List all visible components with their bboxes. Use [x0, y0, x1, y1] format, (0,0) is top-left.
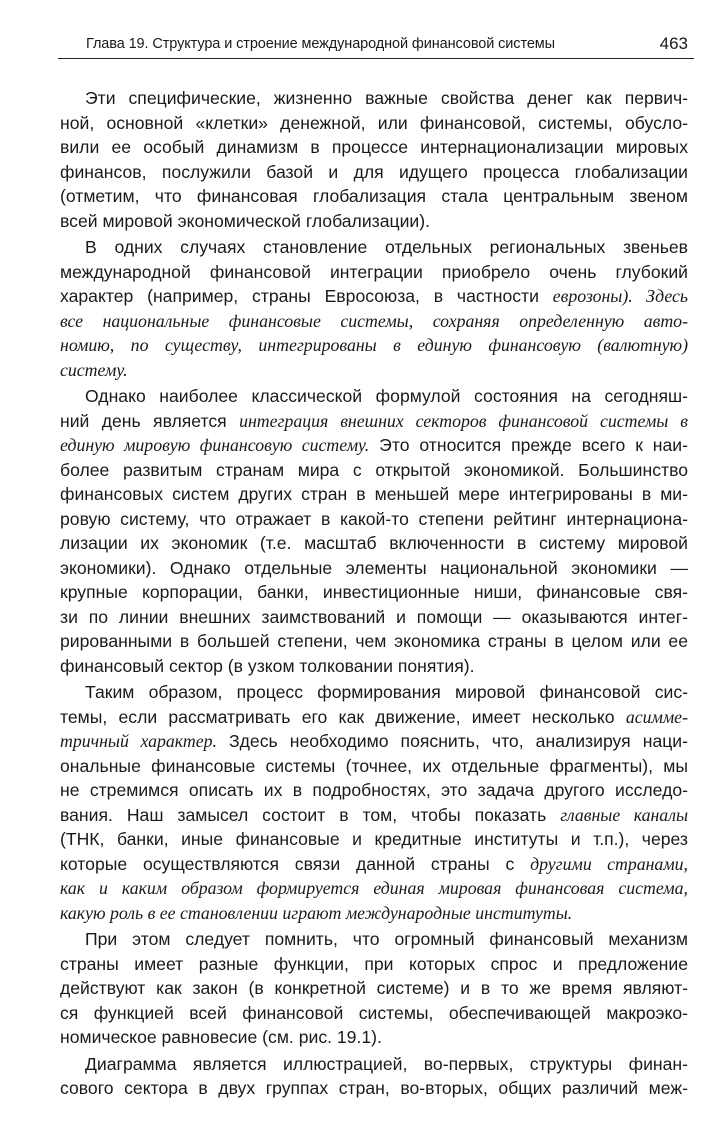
page-number: 463 — [659, 34, 688, 53]
text-line — [60, 729, 688, 754]
paragraph — [60, 86, 688, 233]
text-span: характер (например, страны Евросоюза, в частности — [60, 286, 553, 306]
italic-span: еврозоны). Здесь — [552, 286, 688, 306]
text-line — [60, 1076, 688, 1101]
text-span: При этом следует помнить, что огромный финансовый механизм — [85, 929, 688, 949]
text-span: ний день является — [60, 410, 240, 431]
text-span: Таким образом, процесс формирования мировой финансовой сис- — [85, 682, 688, 702]
text-span: вили ее особый динамизм в процессе интернационализации мировых — [60, 137, 688, 157]
text-line — [60, 409, 688, 434]
text-span: финансовых систем других стран в меньшей мере интегрированы в ми- — [60, 484, 688, 504]
italic-span: единую мировую финансовую систему. — [60, 435, 370, 455]
text-span: всей мировой экономической глобализации). — [60, 210, 430, 231]
text-span: (отметим, что финансовая глобализация стала центральным звеном — [60, 186, 688, 206]
text-span: финансов, послужили базой и для идущего процесса глобализации — [60, 161, 688, 182]
chapter-title: Глава 19. Структура и строение международной финансовой системы — [86, 36, 555, 52]
text-span: более развитым странам мира с открытой экономикой. Большинство — [60, 459, 688, 480]
italic-span: интеграция внешних секторов финансовой системы в — [239, 410, 688, 431]
text-line — [60, 1025, 688, 1050]
text-line — [60, 135, 688, 160]
italic-span: тричный характер. — [60, 731, 217, 751]
text-span: крупные корпорации, банки, инвестиционные ниши, финансовые свя- — [60, 582, 688, 602]
text-line — [60, 507, 688, 532]
body-text — [60, 86, 688, 1103]
text-line — [60, 160, 688, 185]
italic-span: какую роль в ее становлении играют международные институты. — [60, 902, 573, 923]
text-line — [60, 803, 688, 828]
text-line — [60, 358, 688, 383]
text-line — [60, 827, 688, 852]
text-line — [60, 952, 688, 977]
text-span: ональные финансовые системы (точнее, их отдельные фрагменты), мы — [60, 755, 688, 776]
text-line — [60, 654, 688, 679]
text-line — [60, 876, 688, 901]
text-line — [60, 482, 688, 507]
text-line — [60, 384, 688, 409]
text-span: Здесь необходимо пояснить, что, анализируя наци- — [216, 731, 688, 751]
text-line — [60, 1052, 688, 1077]
text-line — [60, 531, 688, 556]
text-span: (ТНК, банки, иные финансовые и кредитные институты и т.п.), через — [60, 829, 688, 849]
text-span: экономики). Однако отдельные элементы национальной экономики — — [60, 557, 688, 578]
text-span: ной, основной «клетки» денежной, или финансовой, системы, обусло- — [60, 112, 688, 133]
text-line — [60, 235, 688, 260]
text-span: ся функцией всей финансовой системы, обеспечивающей макроэко- — [60, 1002, 688, 1023]
text-line — [60, 605, 688, 630]
paragraph — [60, 1052, 688, 1101]
text-span: ровую систему, что отражает в какой-то степени рейтинг интернациона- — [60, 508, 688, 529]
text-line — [60, 184, 688, 209]
text-line — [60, 309, 688, 334]
text-line — [60, 852, 688, 877]
text-line — [60, 927, 688, 952]
text-span: лизации их экономик (т.е. масштаб включенности в систему мировой — [60, 533, 688, 553]
text-line — [60, 458, 688, 483]
text-span: номическое равновесие (см. рис. 19.1). — [60, 1027, 382, 1047]
text-line — [60, 86, 688, 111]
text-line — [60, 629, 688, 654]
text-span: темы, если рассматривать его как движение, имеет несколько — [60, 706, 626, 727]
running-header — [58, 30, 694, 59]
italic-span: систему. — [60, 359, 128, 380]
text-span: зи по линии внешних заимствований и помощи — оказываются интег- — [60, 606, 688, 627]
italic-span: другими странами, — [530, 853, 688, 874]
text-line — [60, 333, 688, 358]
text-line — [60, 556, 688, 581]
text-span: сового сектора в двух группах стран, во-вторых, общих различий меж- — [60, 1078, 688, 1098]
italic-span: как и каким образом формируется единая мировая финансовая система, — [60, 878, 688, 898]
text-line — [60, 284, 688, 309]
italic-span: все национальные финансовые системы, сохраняя определенную авто- — [60, 310, 688, 331]
text-span: международной финансовой интеграции приобрело очень глубокий — [60, 261, 688, 282]
text-line — [60, 680, 688, 705]
text-line — [60, 901, 688, 926]
text-line — [60, 433, 688, 458]
text-span: Это относится прежде всего к наи- — [369, 435, 688, 455]
paragraph — [60, 235, 688, 382]
text-line — [60, 580, 688, 605]
text-span: вания. Наш замысел состоит в том, чтобы показать — [60, 804, 561, 825]
text-line — [60, 1001, 688, 1026]
italic-span: асимме- — [625, 706, 688, 727]
text-line — [60, 260, 688, 285]
text-line — [60, 111, 688, 136]
text-span: рированными в большей степени, чем экономика страны в целом или ее — [60, 631, 688, 651]
italic-span: главные каналы — [560, 804, 688, 825]
text-span: действуют как закон (в конкретной системе) и в то же время являют- — [60, 978, 688, 998]
text-line — [60, 778, 688, 803]
text-line — [60, 705, 688, 730]
italic-span: номию, по существу, интегрированы в единую финансовую (валютную) — [60, 335, 688, 355]
text-span: которые осуществляются связи данной страны с — [60, 853, 531, 874]
text-span: Однако наиболее классической формулой состояния на сегодняш- — [85, 386, 688, 406]
text-line — [60, 976, 688, 1001]
paragraph — [60, 927, 688, 1050]
paragraph — [60, 384, 688, 678]
text-line — [60, 209, 688, 234]
text-span: финансовый сектор (в узком толковании понятия). — [60, 655, 475, 676]
text-span: Диаграмма является иллюстрацией, во-первых, структуры финан- — [85, 1053, 688, 1074]
text-span: страны имеет разные функции, при которых спрос и предложение — [60, 953, 688, 974]
text-line — [60, 754, 688, 779]
text-span: В одних случаях становление отдельных региональных звеньев — [85, 237, 688, 257]
text-span: не стремимся описать их в подробностях, это задача другого исследо- — [60, 780, 688, 800]
paragraph — [60, 680, 688, 925]
text-span: Эти специфические, жизненно важные свойства денег как первич- — [85, 88, 688, 108]
